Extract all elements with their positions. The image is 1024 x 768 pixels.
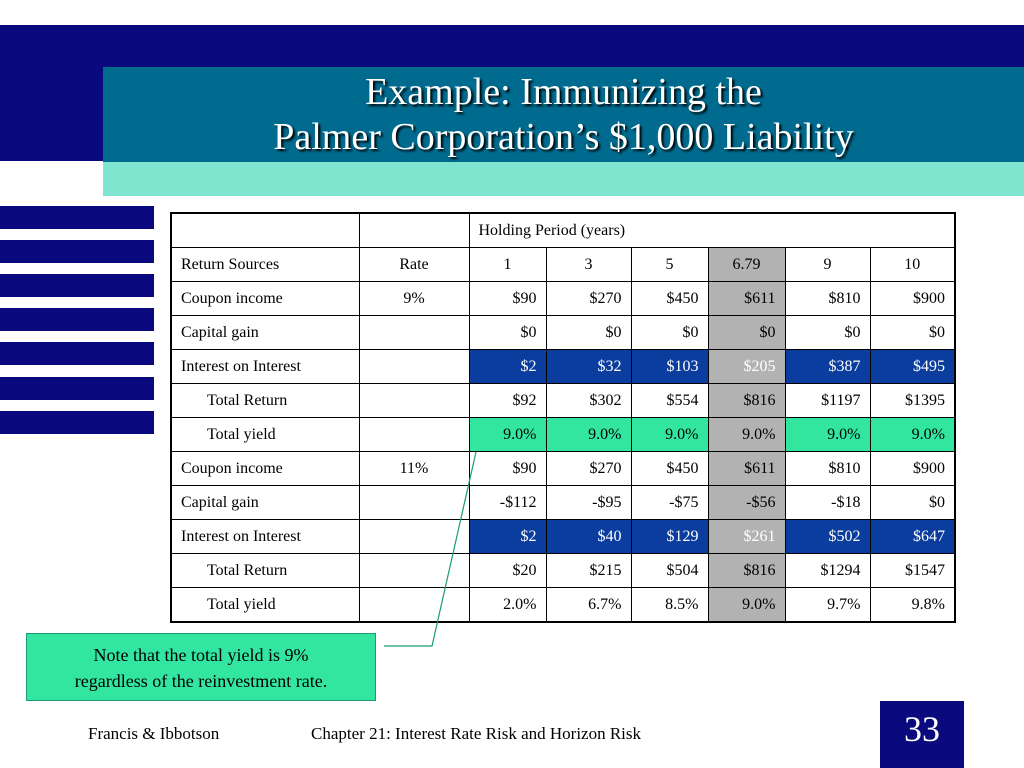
table-cell: $103 xyxy=(631,350,708,384)
row-label: Capital gain xyxy=(171,486,359,520)
column-header-period: 1 xyxy=(469,248,546,282)
table-cell: $90 xyxy=(469,282,546,316)
column-header-period: 3 xyxy=(546,248,631,282)
table-cell: $900 xyxy=(870,282,955,316)
table-cell: $302 xyxy=(546,384,631,418)
table-cell: $900 xyxy=(870,452,955,486)
table-cell: $92 xyxy=(469,384,546,418)
table-cell: 9.0% xyxy=(631,418,708,452)
table-cell: $495 xyxy=(870,350,955,384)
row-label: Coupon income xyxy=(171,282,359,316)
table-cell: $450 xyxy=(631,282,708,316)
row-label: Total Return xyxy=(171,554,359,588)
row-label: Interest on Interest xyxy=(171,350,359,384)
table-cell: $40 xyxy=(546,520,631,554)
column-header-period: 5 xyxy=(631,248,708,282)
table-cell: 9.0% xyxy=(708,418,785,452)
row-label: Interest on Interest xyxy=(171,520,359,554)
footer-authors: Francis & Ibbotson xyxy=(88,724,220,743)
title-line-1: Example: Immunizing the xyxy=(365,71,762,113)
table-cell: 2.0% xyxy=(469,588,546,623)
row-label: Total yield xyxy=(171,418,359,452)
title-line-2: Palmer Corporation’s $1,000 Liability xyxy=(273,116,854,158)
table-cell: $611 xyxy=(708,282,785,316)
table-cell: $0 xyxy=(631,316,708,350)
note-line-2: regardless of the reinvestment rate. xyxy=(74,671,328,691)
table-cell: $810 xyxy=(785,452,870,486)
column-header-return-sources: Return Sources xyxy=(171,248,359,282)
callout-line xyxy=(384,452,476,646)
table-cell: $261 xyxy=(708,520,785,554)
table-cell: 9.7% xyxy=(785,588,870,623)
row-rate: 11% xyxy=(359,452,469,486)
table-cell: $1547 xyxy=(870,554,955,588)
table-cell: $20 xyxy=(469,554,546,588)
table-cell: $270 xyxy=(546,282,631,316)
table-cell: $0 xyxy=(469,316,546,350)
column-header-rate: Rate xyxy=(359,248,469,282)
table-cell: $816 xyxy=(708,384,785,418)
table-cell: $502 xyxy=(785,520,870,554)
table-cell: -$95 xyxy=(546,486,631,520)
table-cell: -$56 xyxy=(708,486,785,520)
note-line-1: Note that the total yield is 9% xyxy=(93,645,309,665)
table-cell: 8.5% xyxy=(631,588,708,623)
table-cell: $2 xyxy=(469,520,546,554)
table-cell: $205 xyxy=(708,350,785,384)
table-cell: $0 xyxy=(870,486,955,520)
table-cell: $387 xyxy=(785,350,870,384)
table-cell: $129 xyxy=(631,520,708,554)
row-label: Capital gain xyxy=(171,316,359,350)
table-cell: -$75 xyxy=(631,486,708,520)
row-rate: 9% xyxy=(359,282,469,316)
table-cell: 9.0% xyxy=(469,418,546,452)
table-cell: $816 xyxy=(708,554,785,588)
table-cell: $2 xyxy=(469,350,546,384)
table-cell: 9.0% xyxy=(870,418,955,452)
note-callout xyxy=(26,633,376,701)
row-label: Coupon income xyxy=(171,452,359,486)
holding-period-header: Holding Period (years) xyxy=(469,213,955,248)
column-header-period: 9 xyxy=(785,248,870,282)
table-cell: $0 xyxy=(546,316,631,350)
footer-chapter: Chapter 21: Interest Rate Risk and Horizon Risk xyxy=(311,724,642,743)
table-cell: $0 xyxy=(708,316,785,350)
table-cell: 6.7% xyxy=(546,588,631,623)
table-cell: 9.8% xyxy=(870,588,955,623)
table-cell: 9.0% xyxy=(785,418,870,452)
table-cell: $0 xyxy=(870,316,955,350)
table-cell: $810 xyxy=(785,282,870,316)
table-cell: $215 xyxy=(546,554,631,588)
row-label: Total Return xyxy=(171,384,359,418)
table-cell: $1395 xyxy=(870,384,955,418)
column-header-period: 6.79 xyxy=(708,248,785,282)
table-cell: 9.0% xyxy=(708,588,785,623)
table-cell: $90 xyxy=(469,452,546,486)
table-cell: $450 xyxy=(631,452,708,486)
table-cell: -$112 xyxy=(469,486,546,520)
table-cell: $1294 xyxy=(785,554,870,588)
column-header-period: 10 xyxy=(870,248,955,282)
table-cell: $647 xyxy=(870,520,955,554)
table-cell: $32 xyxy=(546,350,631,384)
table-cell: $554 xyxy=(631,384,708,418)
table-cell: $1197 xyxy=(785,384,870,418)
table-cell: $270 xyxy=(546,452,631,486)
table-cell: 9.0% xyxy=(546,418,631,452)
page-number: 33 xyxy=(904,709,940,749)
table-cell: $504 xyxy=(631,554,708,588)
table-cell: $611 xyxy=(708,452,785,486)
row-label: Total yield xyxy=(171,588,359,623)
table-cell: $0 xyxy=(785,316,870,350)
table-cell: -$18 xyxy=(785,486,870,520)
